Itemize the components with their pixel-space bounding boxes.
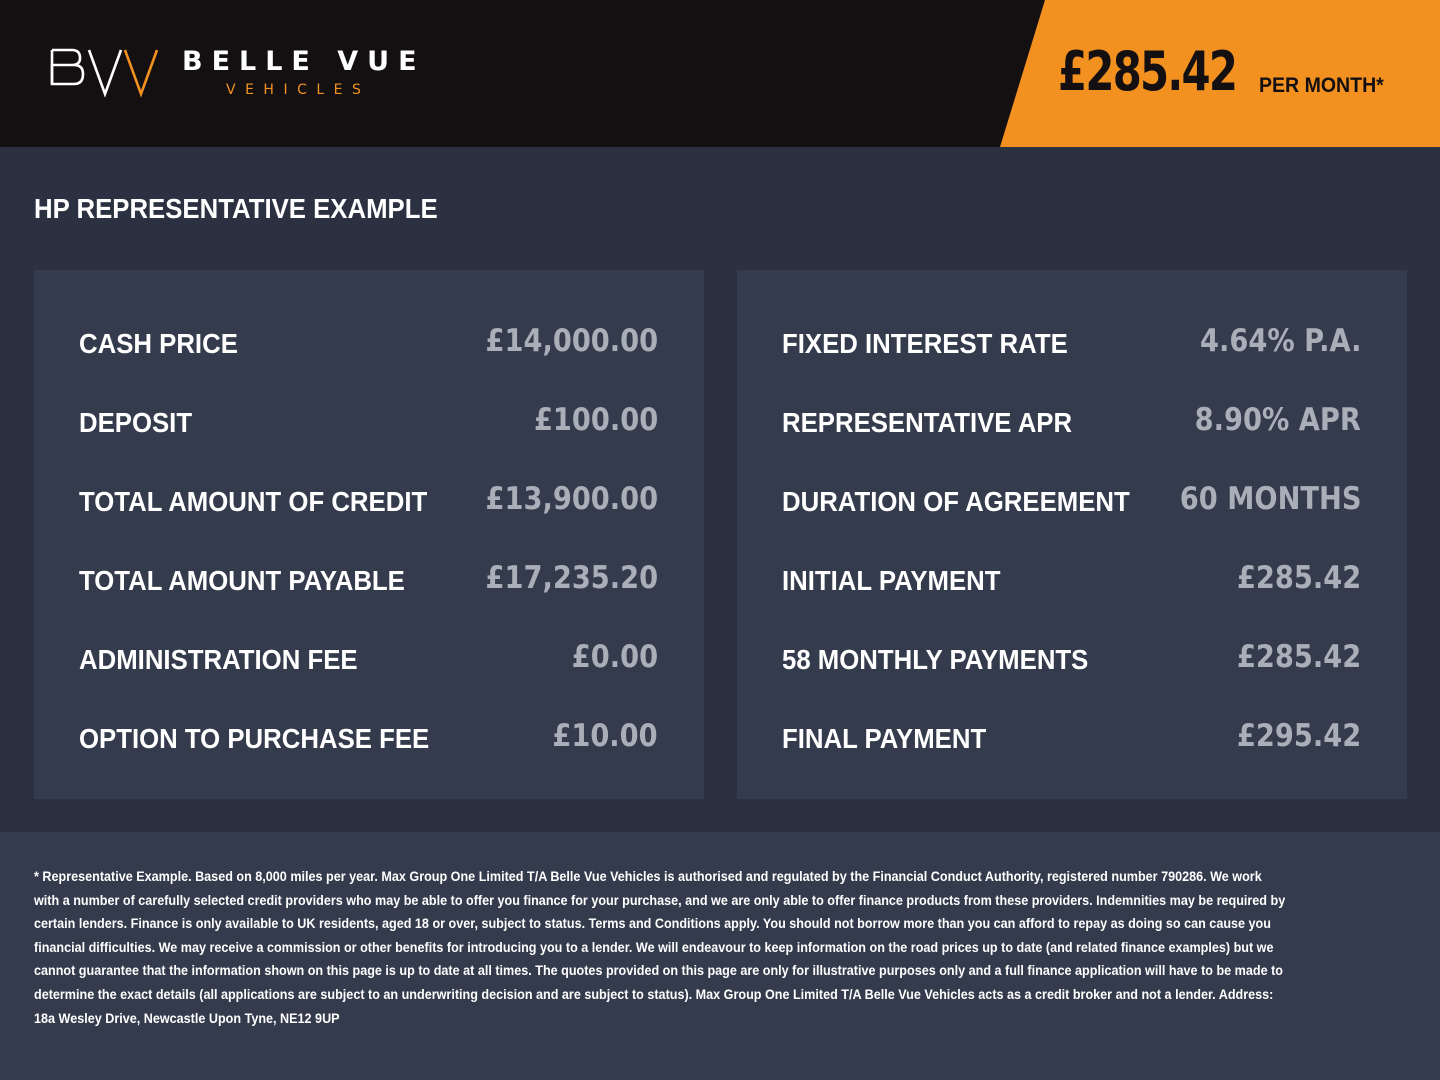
section-title: HP REPRESENTATIVE EXAMPLE (34, 193, 438, 224)
brand-subtitle: VEHICLES (226, 82, 371, 98)
finance-row-final-payment (782, 719, 1361, 759)
row-value: £295.42 (1236, 718, 1361, 754)
row-label: REPRESENTATIVE APR (782, 407, 1073, 438)
row-label: DEPOSIT (79, 407, 193, 438)
brand-name: BELLE VUE (182, 46, 426, 77)
row-value: £14,000.00 (485, 323, 658, 359)
row-value: £0.00 (571, 639, 658, 675)
finance-row-total-credit (79, 482, 658, 522)
finance-panel-left (34, 270, 704, 799)
row-value: 60 MONTHS (1179, 481, 1361, 517)
finance-row-interest-rate (782, 324, 1361, 364)
finance-row-total-payable (79, 561, 658, 601)
finance-row-duration (782, 482, 1361, 522)
row-label: INITIAL PAYMENT (782, 565, 1001, 596)
row-value: £13,900.00 (485, 481, 658, 517)
row-value: £285.42 (1236, 639, 1361, 675)
row-label: FIXED INTEREST RATE (782, 328, 1068, 359)
row-label: ADMINISTRATION FEE (79, 644, 358, 675)
finance-row-admin-fee (79, 640, 658, 680)
disclaimer-footer (0, 832, 1440, 1080)
finance-row-cash-price (79, 324, 658, 364)
header-bar (0, 0, 1440, 147)
disclaimer-text: * Representative Example. Based on 8,000 miles per year. Max Group One Limited T/A Belle Vue Vehicles is authorised and regulated by the Financial Conduct Authority, registered number 790286. We work with a number of carefully selected credit providers who may be able to offer you finance for your purchase, and we are only able to offer finance products from these providers. Indemnities may be required by certain lenders. Finance is only available to UK residents, aged 18 or over, subject to status. Terms and Conditions apply. You should not borrow more than you can afford to repay as doing so can cause you financial difficulties. We may receive a commission or other benefits for introducing you to a lender. We will endeavour to keep information on the road prices up to date (and related finance examples) but we cannot guarantee that the information shown on this page is up to date at all times. The quotes provided on this page are only for illustrative purposes only and a full finance application will have to be made to determine the exact details (all applications are subject to an underwriting decision and are subject to status). Max Group One Limited T/A Belle Vue Vehicles acts as a credit broker and not a lender. Address: 18a Wesley Drive, Newcastle Upon Tyne, NE12 9UP (34, 868, 1286, 1026)
monthly-price-amount: £285.42 (1058, 40, 1237, 103)
finance-row-apr (782, 403, 1361, 443)
finance-row-option-fee (79, 719, 658, 759)
row-value: £17,235.20 (485, 560, 658, 596)
row-label: TOTAL AMOUNT PAYABLE (79, 565, 405, 596)
finance-panel-right (737, 270, 1407, 799)
row-value: 8.90% APR (1194, 402, 1361, 438)
row-value: 4.64% P.A. (1199, 323, 1361, 359)
row-label: DURATION OF AGREEMENT (782, 486, 1130, 517)
row-value: £100.00 (533, 402, 658, 438)
row-label: FINAL PAYMENT (782, 723, 987, 754)
row-value: £10.00 (552, 718, 658, 754)
monthly-price-suffix: PER MONTH* (1259, 74, 1384, 97)
finance-row-monthly-payments (782, 640, 1361, 680)
row-label: OPTION TO PURCHASE FEE (79, 723, 430, 754)
row-value: £285.42 (1236, 560, 1361, 596)
finance-row-initial-payment (782, 561, 1361, 601)
brand-wordmark (182, 47, 426, 99)
finance-row-deposit (79, 403, 658, 443)
row-label: TOTAL AMOUNT OF CREDIT (79, 486, 428, 517)
brand-logo[interactable] (50, 44, 426, 104)
bvv-monogram-logo (50, 44, 160, 100)
row-label: CASH PRICE (79, 328, 238, 359)
row-label: 58 MONTHLY PAYMENTS (782, 644, 1089, 675)
